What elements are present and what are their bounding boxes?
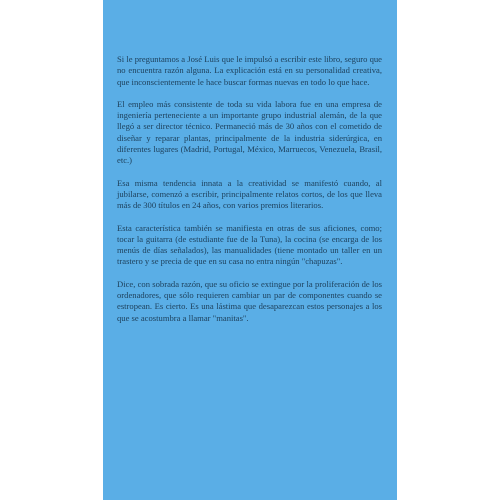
bio-paragraph-2: El empleo más consistente de toda su vida labora fue en una empresa de ingeniería perteneciente a un importante grupo industrial alemán, de la que llegó a ser director técnico. Permaneció más de 30 años con el cometido de diseñar y reparar plantas, principalmente de la industria siderúrgica, en diferentes lugares (Madrid, Portugal, México, Marruecos, Venezuela, Brasil, etc.) [117, 98, 382, 166]
bio-paragraph-3: Esa misma tendencia innata a la creatividad se manifestó cuando, al jubilarse, comenzó a escribir, principalmente relatos cortos, de los que lleva más de 300 títulos en 24 años, con varios premios literarios. [117, 177, 382, 211]
back-cover [103, 0, 397, 500]
bio-paragraph-4: Esta característica también se manifiesta en otras de sus aficiones, como; tocar la guitarra (de estudiante fue de la Tuna), la cocina (se encarga de los menús de días señalados), las manualidades (tiene montado un taller en un trastero y se precia de que en su casa no entra ningún "chapuzas". [117, 222, 382, 267]
bio-paragraph-5: Dice, con sobrada razón, que su oficio se extingue por la proliferación de los ordenadores, que sólo requieren cambiar un par de componentes cuando se estropean. Es cierto. Es una lástima que desaparezcan estos personajes a los que se acostumbra a llamar "manitas". [117, 278, 382, 323]
author-bio-text [117, 54, 382, 335]
bio-paragraph-1: Si le preguntamos a José Luis que le impulsó a escribir este libro, seguro que no encuentra razón alguna. La explicación está en su personalidad creativa, que inconscientemente le hace buscar formas nuevas en todo lo que hace. [117, 54, 382, 87]
